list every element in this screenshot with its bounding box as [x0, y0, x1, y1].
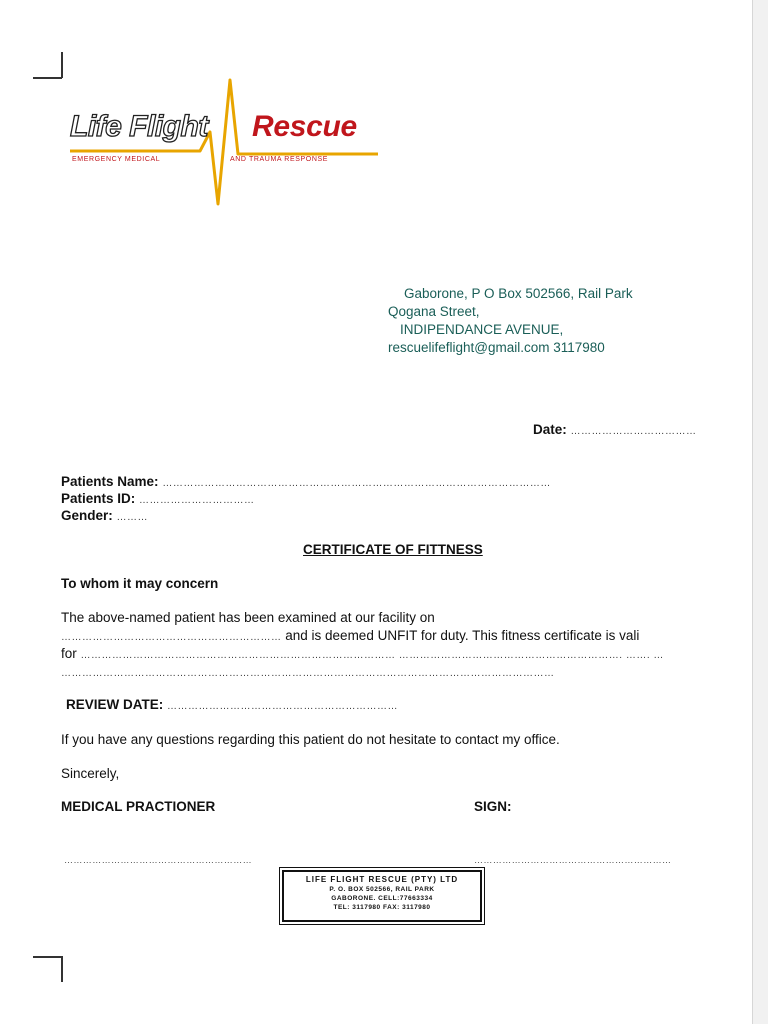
address-line-1: Gaborone, P O Box 502566, Rail Park: [404, 286, 633, 301]
stamp-line-4: TEL: 3117980 FAX: 3117980: [333, 904, 431, 911]
logo-tagline-left: EMERGENCY MEDICAL: [72, 156, 161, 163]
review-date-label: REVIEW DATE:: [66, 697, 164, 712]
patient-name-label: Patients Name:: [61, 474, 159, 489]
crop-mark-bottom-horizontal: [33, 956, 62, 958]
gender-blank: ………: [116, 512, 149, 523]
review-date-field: [66, 697, 398, 712]
patient-id-field: [61, 491, 255, 506]
paragraph-line-1: The above-named patient has been examined at our facility on: [61, 610, 435, 625]
crop-mark-bottom-vertical: [61, 956, 63, 982]
company-logo: [60, 72, 390, 227]
gender-label: Gender:: [61, 508, 113, 523]
paragraph-line-3: [61, 646, 664, 661]
logo-name-left: Life Flight: [70, 110, 208, 143]
stamp-line-1: LIFE FLIGHT RESCUE (PTY) LTD: [305, 875, 459, 884]
company-address: [388, 285, 633, 357]
patient-id-label: Patients ID:: [61, 491, 136, 506]
validity-blank: ……………………………………………………………………………… ………………………………………………………. ……. …: [80, 650, 664, 661]
sign-label: SIGN:: [474, 799, 512, 814]
gender-field: [61, 508, 148, 523]
date-blank: ………………………………: [570, 426, 697, 437]
date-field: [533, 422, 697, 437]
address-line-4: rescuelifeflight@gmail.com 3117980: [388, 340, 605, 355]
address-line-2: Qogana Street,: [388, 304, 480, 319]
practitioner-label: MEDICAL PRACTIONER: [61, 799, 216, 814]
paragraph-line-4: [61, 664, 555, 679]
company-stamp: [282, 870, 482, 922]
closing-text: Sincerely,: [61, 766, 120, 781]
paragraph-line-2-text: and is deemed UNFIT for duty. This fitness certificate is vali: [285, 628, 640, 643]
salutation: To whom it may concern: [61, 576, 219, 591]
sign-line: ………………………………………………………: [474, 855, 672, 865]
patient-id-blank: ……………………………: [139, 495, 255, 506]
questions-text: If you have any questions regarding this patient do not hesitate to contact my office.: [61, 732, 560, 747]
paragraph-line-2: [61, 628, 725, 643]
logo-name-right: Rescue: [252, 110, 357, 143]
paragraph-line-3-label: for: [61, 646, 77, 661]
paragraph-line-4-blank: ……………………………………………………………………………………………………………………………: [61, 668, 555, 679]
examination-date-blank: ………………………………………………………: [61, 632, 282, 643]
heartbeat-line-icon: [60, 72, 390, 227]
stamp-line-2: P. O. BOX 502566, RAIL PARK: [329, 886, 435, 893]
practitioner-signature-line: ……………………………………………………: [64, 855, 252, 865]
address-line-3: INDIPENDANCE AVENUE,: [400, 322, 564, 337]
review-date-blank: …………………………………………………………: [167, 701, 399, 712]
stamp-line-3: GABORONE. CELL:77663334: [331, 895, 433, 902]
page-edge: [752, 0, 768, 1024]
patient-name-field: [61, 474, 551, 489]
patient-name-blank: …………………………………………………………………………………………………: [162, 478, 551, 489]
crop-mark-top-horizontal: [33, 77, 62, 79]
certificate-title: CERTIFICATE OF FITTNESS: [303, 542, 483, 557]
logo-tagline-right: AND TRAUMA RESPONSE: [230, 156, 329, 163]
date-label: Date:: [533, 422, 567, 437]
